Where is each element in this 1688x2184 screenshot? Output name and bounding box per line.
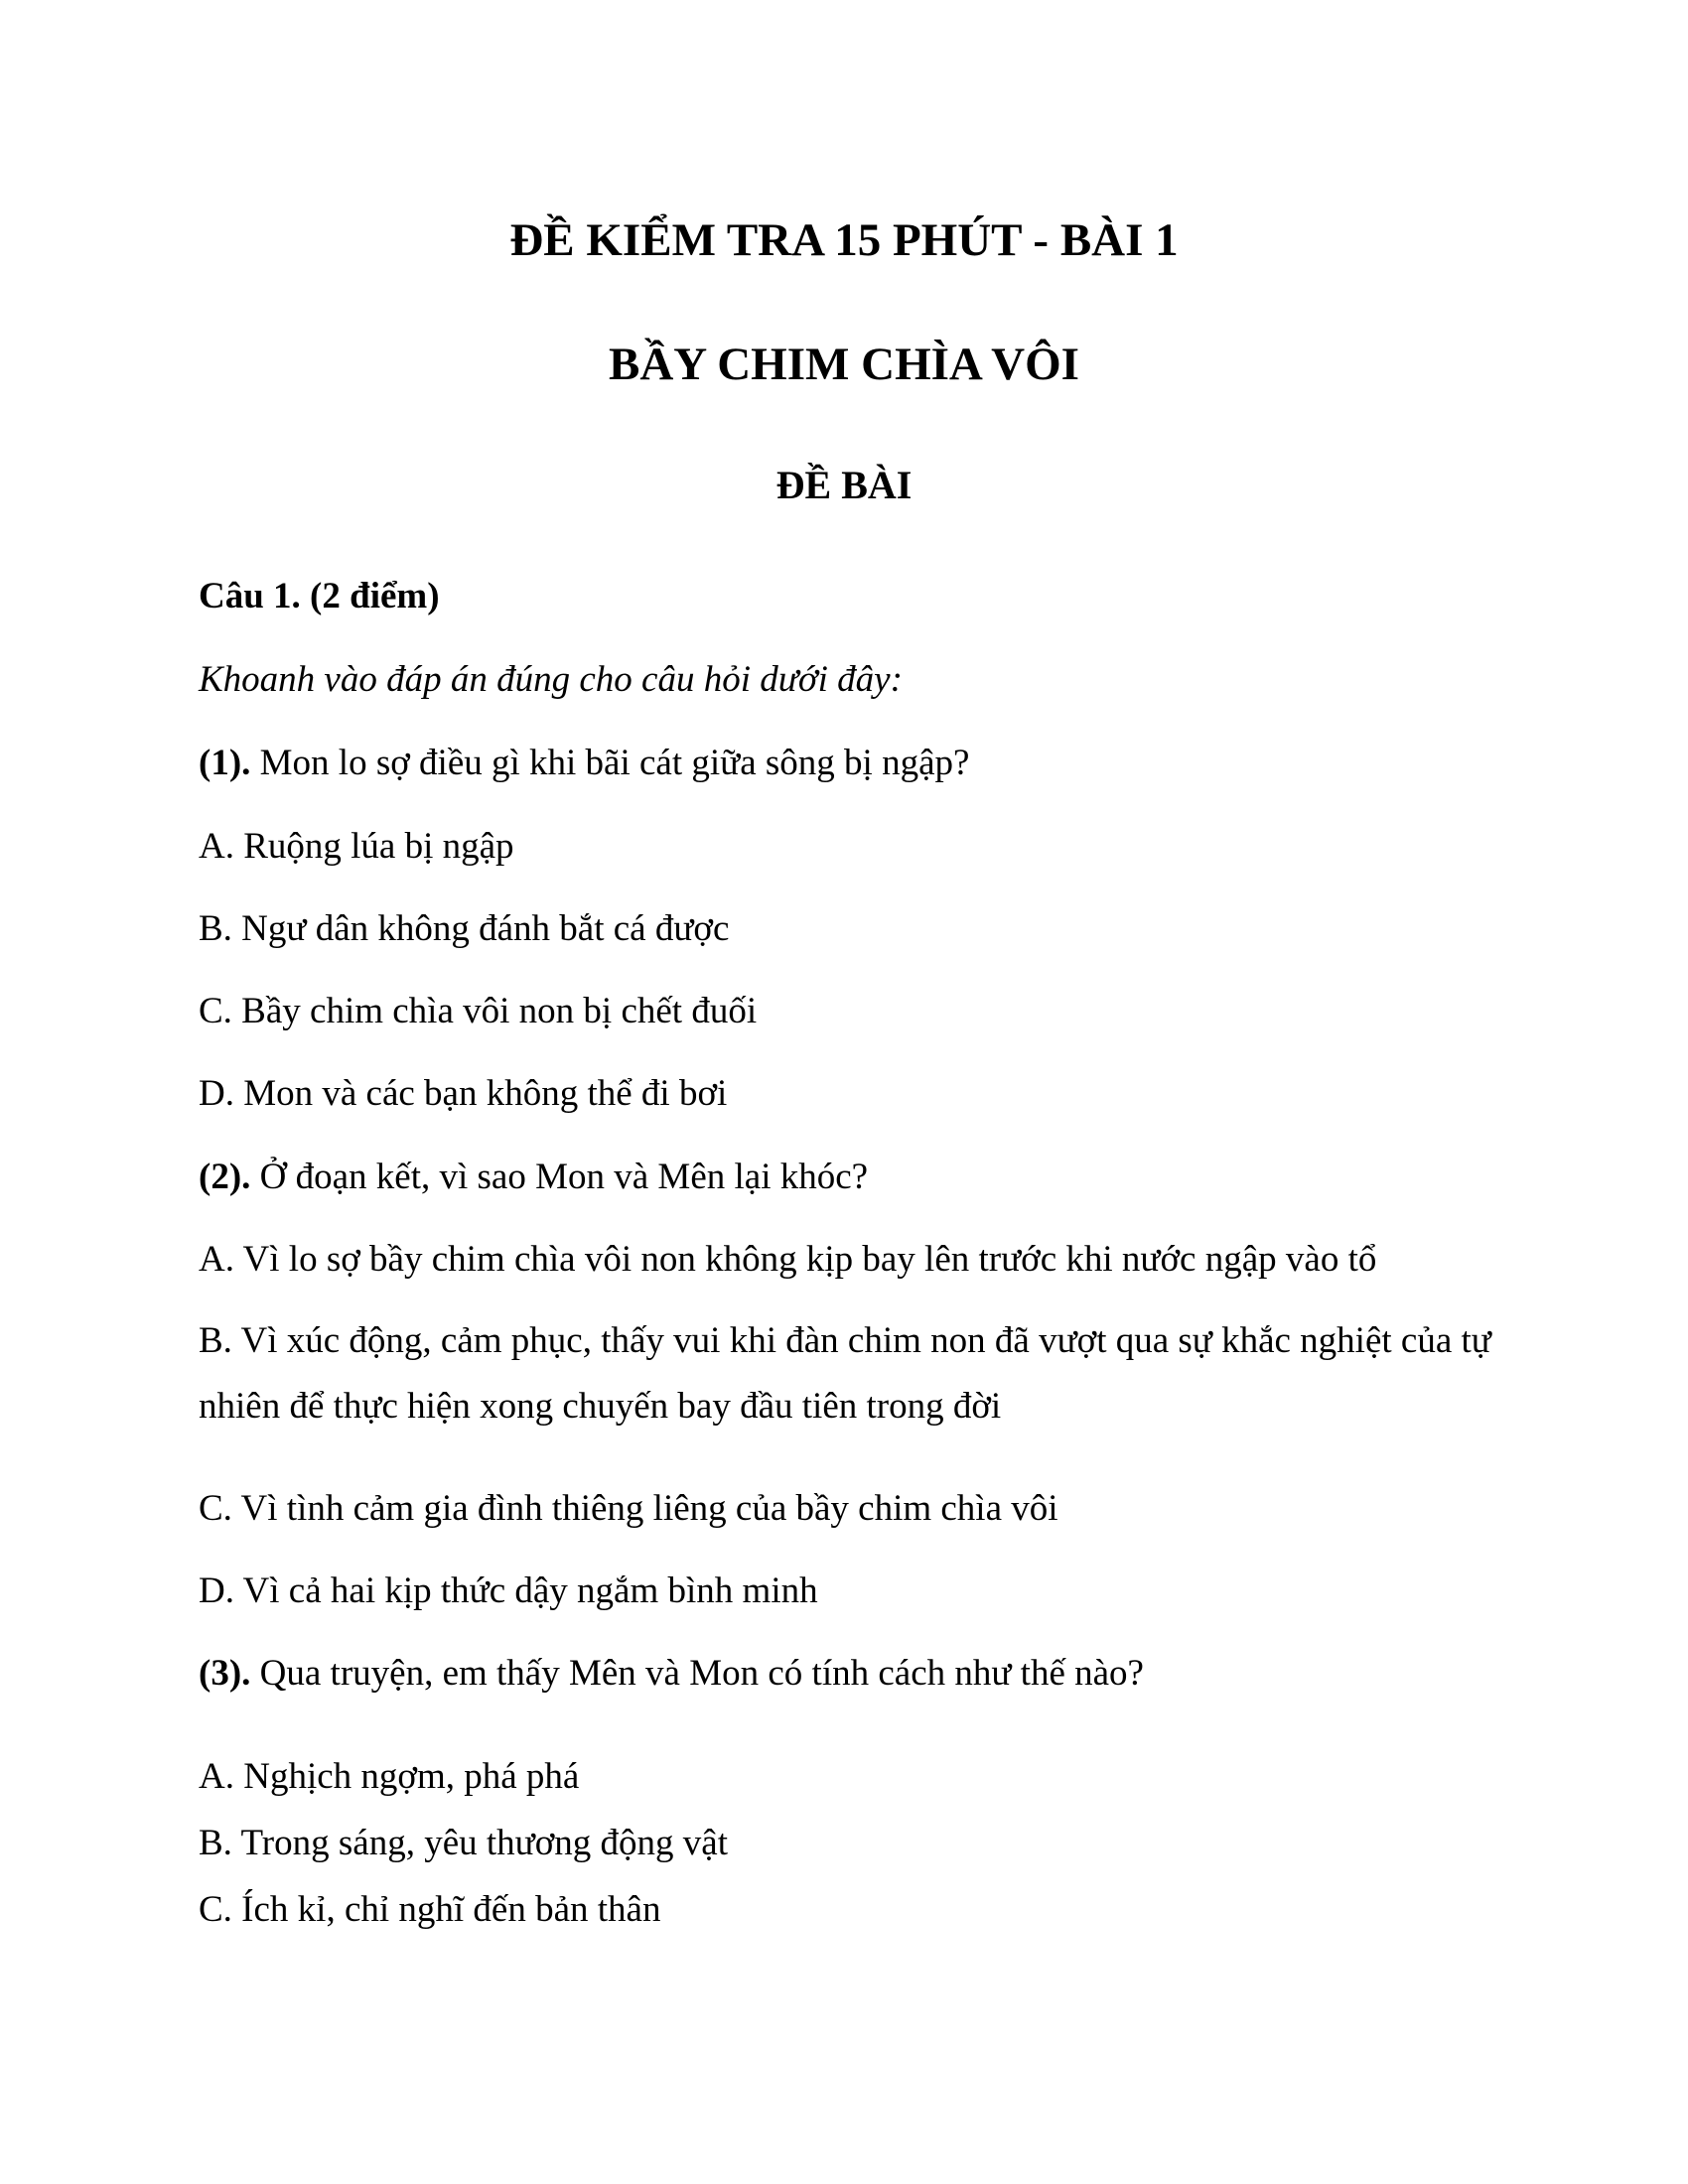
- sub-question-number: (3).: [199, 1653, 251, 1694]
- sub-question-1: [199, 741, 969, 786]
- answer-option: B. Trong sáng, yêu thương động vật: [199, 1823, 728, 1863]
- answer-option: A. Ruộng lúa bị ngập: [199, 826, 514, 867]
- sub-question-text: Qua truyện, em thấy Mên và Mon có tính cách như thế nào?: [250, 1653, 1144, 1694]
- answer-option: B. Vì xúc động, cảm phục, thấy vui khi đàn chim non đã vượt qua sự khắc nghiệt của tự nhiên để thực hiện xong chuyến bay đầu tiên trong đời: [199, 1320, 1491, 1427]
- answer-option: C. Vì tình cảm gia đình thiêng liêng của bầy chim chìa vôi: [199, 1488, 1058, 1529]
- sub-question-text: Mon lo sợ điều gì khi bãi cát giữa sông bị ngập?: [250, 743, 970, 783]
- sub-question-number: (2).: [199, 1157, 251, 1197]
- answer-option: B. Ngư dân không đánh bắt cá được: [199, 908, 730, 949]
- document-title: ĐỀ KIỂM TRA 15 PHÚT - BÀI 1: [509, 214, 1179, 266]
- story-title: BẦY CHIM CHÌA VÔI: [609, 339, 1079, 390]
- question-instruction: Khoanh vào đáp án đúng cho câu hỏi dưới đây:: [199, 659, 903, 700]
- answer-option: C. Bầy chim chìa vôi non bị chết đuối: [199, 991, 758, 1031]
- sub-question-3: [199, 1651, 1144, 1697]
- answer-option: A. Nghịch ngợm, phá phá: [199, 1756, 580, 1797]
- sub-question-2: [199, 1155, 868, 1200]
- sub-question-number: (1).: [199, 743, 251, 783]
- question-heading: Câu 1. (2 điểm): [199, 576, 440, 616]
- answer-option: D. Mon và các bạn không thể đi bơi: [199, 1073, 728, 1114]
- answer-option: A. Vì lo sợ bầy chim chìa vôi non không kịp bay lên trước khi nước ngập vào tổ: [199, 1239, 1377, 1280]
- section-heading: ĐỀ BÀI: [775, 463, 913, 507]
- sub-question-text: Ở đoạn kết, vì sao Mon và Mên lại khóc?: [250, 1157, 869, 1197]
- answer-option: C. Ích kỉ, chỉ nghĩ đến bản thân: [199, 1889, 661, 1930]
- answer-option: D. Vì cả hai kịp thức dậy ngắm bình minh: [199, 1570, 818, 1611]
